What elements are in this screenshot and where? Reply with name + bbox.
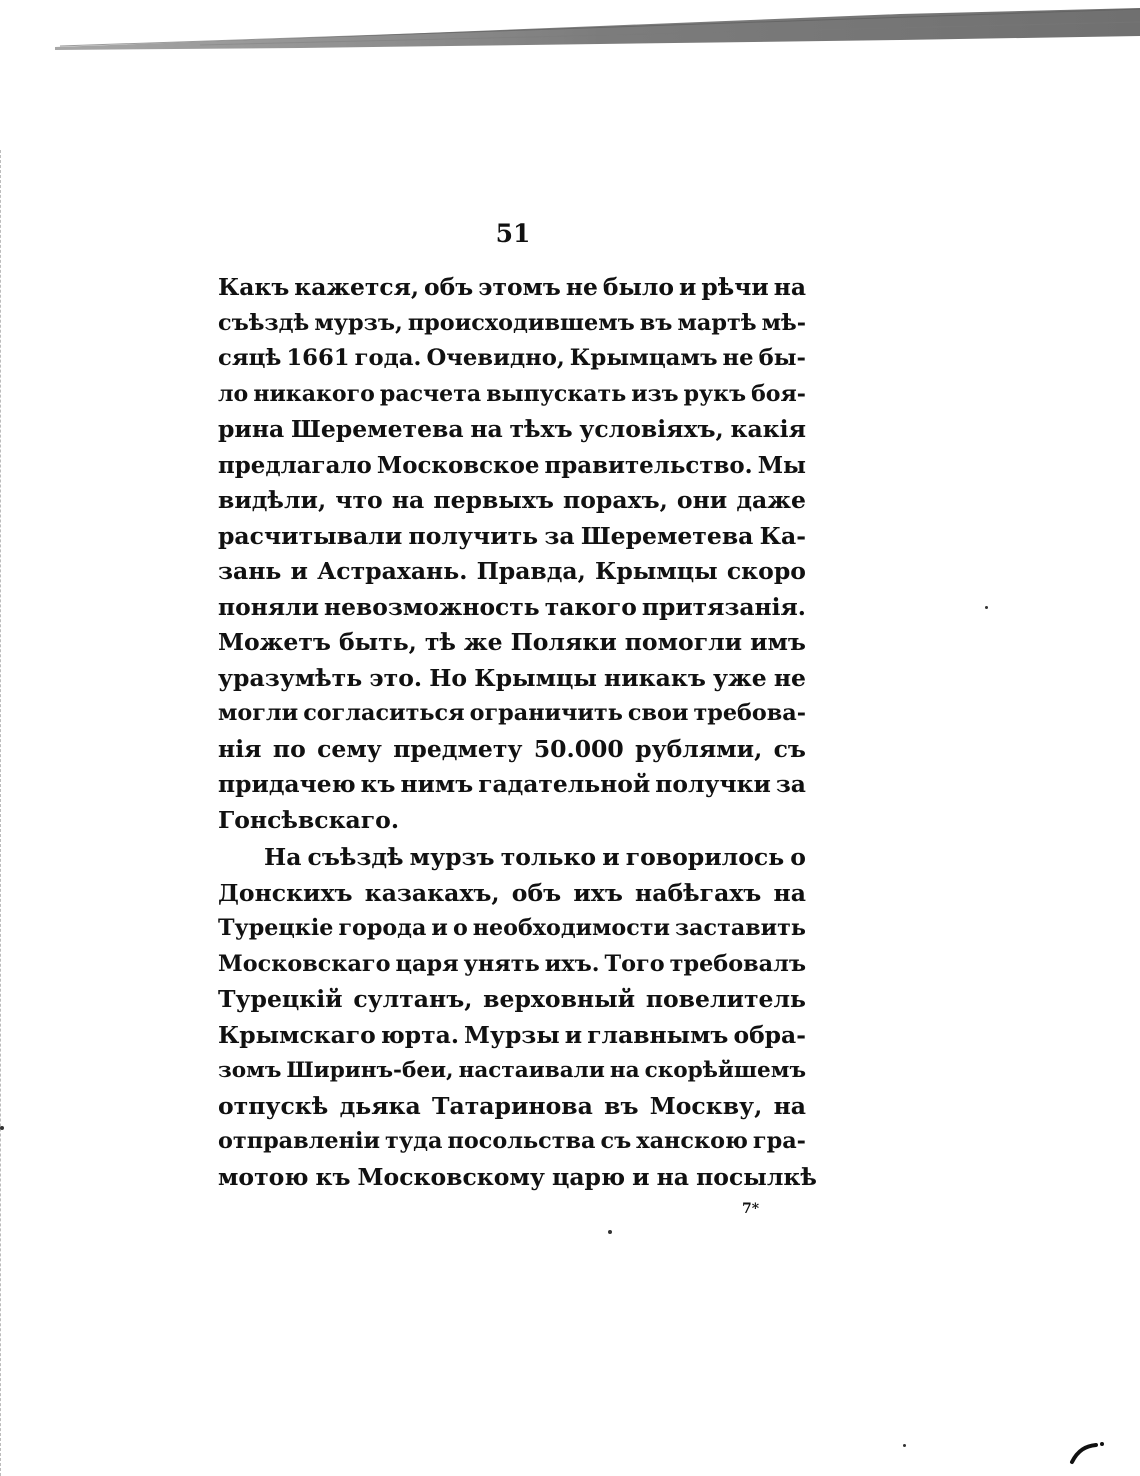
word: ханскою xyxy=(636,1128,748,1154)
text-line xyxy=(218,590,806,626)
text-line xyxy=(218,982,806,1018)
word: имъ xyxy=(750,628,806,656)
word: Крымцы xyxy=(474,663,597,692)
word: Мурзы xyxy=(464,1020,560,1049)
word: требова- xyxy=(693,700,806,726)
word: гра- xyxy=(752,1128,806,1154)
word: ихъ xyxy=(573,878,623,907)
word: правительство. xyxy=(544,451,753,479)
word: бы- xyxy=(758,345,806,371)
word: Поляки xyxy=(510,628,617,656)
scan-left-edge xyxy=(0,150,3,1476)
word: необходимости xyxy=(472,915,670,941)
word: посольства xyxy=(447,1128,596,1154)
word: не xyxy=(565,273,598,301)
word: Можетъ xyxy=(218,628,331,656)
word: быть, xyxy=(338,628,417,656)
word: выпускать xyxy=(486,380,627,407)
scan-speck xyxy=(985,606,988,609)
word: посылкѣ xyxy=(696,1162,817,1191)
word: верховный xyxy=(483,985,636,1013)
word: казакахъ, xyxy=(364,878,500,907)
word: гадательной xyxy=(478,770,651,798)
word: рина xyxy=(218,415,285,443)
word: нимъ xyxy=(400,770,474,798)
word: рукъ xyxy=(683,380,747,407)
word: зань xyxy=(218,557,282,585)
word: Крымцамъ xyxy=(569,345,718,371)
text-line xyxy=(218,1018,806,1054)
word: мурзъ, xyxy=(314,309,403,336)
word: Того xyxy=(604,950,665,977)
word: на xyxy=(609,1058,640,1083)
text-line xyxy=(218,661,806,697)
word: объ xyxy=(511,878,562,907)
word: Московскаго xyxy=(218,950,391,977)
word: какія xyxy=(730,415,806,443)
word: настаивали xyxy=(458,1058,605,1083)
paragraph xyxy=(218,270,806,838)
word: объ xyxy=(424,273,474,301)
word: Очевидно, xyxy=(426,345,565,371)
word: никакого xyxy=(253,380,375,407)
word: Ка- xyxy=(759,521,806,550)
word: получить xyxy=(408,521,539,550)
word: отпускѣ xyxy=(218,1091,329,1120)
scan-speck xyxy=(0,1126,4,1130)
word: мѣ- xyxy=(761,309,806,336)
word: требовалъ xyxy=(669,950,806,977)
word: царю xyxy=(551,1162,626,1191)
text-line xyxy=(218,377,806,413)
word: на xyxy=(470,415,503,443)
word: 50.000 xyxy=(533,734,624,763)
word: помогли xyxy=(624,628,743,656)
word: на xyxy=(773,878,806,907)
word: получки xyxy=(655,770,771,798)
word: мурзъ xyxy=(409,843,495,871)
word: Гонсѣвскаго. xyxy=(218,805,400,834)
word: кажется, xyxy=(294,273,420,301)
word: уже xyxy=(712,663,767,692)
word: набѣгахъ xyxy=(635,878,762,907)
word: съѣздѣ xyxy=(218,309,310,336)
text-line xyxy=(218,306,806,342)
word: Крымцы xyxy=(595,557,718,585)
word: Какъ xyxy=(218,273,290,301)
word: обра- xyxy=(733,1020,806,1049)
word: и xyxy=(290,557,308,585)
word: даже xyxy=(736,486,806,514)
text-line xyxy=(218,1089,806,1125)
text-line xyxy=(218,519,806,555)
text-line xyxy=(218,448,806,484)
word: происходившемъ xyxy=(407,309,635,336)
word: скоро xyxy=(726,557,806,585)
word: они xyxy=(676,486,728,514)
word: унять xyxy=(463,950,540,977)
text-line xyxy=(218,1053,806,1089)
word: Донскихъ xyxy=(218,878,353,907)
word: расчета xyxy=(379,380,482,407)
word: видѣли, xyxy=(218,486,327,514)
word: поняли xyxy=(218,592,319,621)
text-line xyxy=(218,341,806,377)
word: Ширинъ-беи, xyxy=(286,1058,454,1083)
word: заставить xyxy=(675,915,806,941)
word: порахъ, xyxy=(563,486,668,514)
word: изъ xyxy=(631,380,679,407)
text-line xyxy=(218,947,806,983)
word: главнымъ xyxy=(587,1020,729,1049)
word: Астрахань. xyxy=(317,557,468,585)
word: и xyxy=(679,273,697,301)
word: царя xyxy=(395,950,459,977)
word: 1661 xyxy=(286,345,350,371)
scan-speck xyxy=(903,1444,906,1447)
word: нія xyxy=(218,734,262,763)
scan-mark xyxy=(1068,1436,1108,1466)
text-line xyxy=(218,911,806,947)
scan-shadow xyxy=(0,0,1140,70)
word: Мы xyxy=(757,451,806,479)
word: по xyxy=(272,734,306,763)
word: Правда, xyxy=(476,557,586,585)
word: же xyxy=(463,628,503,656)
word: и xyxy=(431,915,448,941)
word: и xyxy=(632,1162,650,1191)
word: сяцѣ xyxy=(218,345,282,371)
text-line xyxy=(218,767,806,803)
word: въ xyxy=(639,309,673,336)
text-line xyxy=(218,732,806,768)
word: было xyxy=(602,273,675,301)
word: не xyxy=(773,663,806,692)
word: мартѣ xyxy=(677,309,757,336)
word: На xyxy=(264,843,302,871)
text-line xyxy=(218,483,806,519)
word: ихъ. xyxy=(544,950,600,977)
word: повелитель xyxy=(645,985,806,1013)
text-line xyxy=(218,554,806,590)
word: Шереметева xyxy=(291,415,464,443)
word: туда xyxy=(385,1128,443,1154)
word: рублями, xyxy=(635,734,763,763)
word: мотою xyxy=(218,1162,309,1191)
text-line xyxy=(218,1124,806,1160)
word: отправленіи xyxy=(218,1128,380,1154)
word: согласиться xyxy=(303,700,465,726)
word: ограничить xyxy=(469,700,623,726)
word: на xyxy=(773,1091,806,1120)
word: Но xyxy=(429,663,468,692)
word: придачею xyxy=(218,770,356,798)
word: съѣздѣ xyxy=(307,843,404,871)
word: юрта. xyxy=(380,1020,459,1049)
word: предмету xyxy=(393,734,523,763)
word: на xyxy=(656,1162,690,1191)
word: свои xyxy=(627,700,689,726)
text-line xyxy=(218,625,806,661)
scan-speck xyxy=(608,1230,612,1234)
text-line xyxy=(218,696,806,732)
text-line xyxy=(218,840,806,876)
text-line xyxy=(218,876,806,912)
word: что xyxy=(335,486,383,514)
word: къ xyxy=(360,770,396,798)
word: съ xyxy=(600,1128,632,1154)
word: Московское xyxy=(376,451,540,479)
paragraph xyxy=(218,840,817,1195)
text-line xyxy=(218,270,806,306)
word: въ xyxy=(604,1091,639,1120)
word: на xyxy=(391,486,425,514)
word: уразумѣть xyxy=(218,663,363,692)
word: о xyxy=(790,843,806,871)
word: боя- xyxy=(751,380,806,407)
word: первыхъ xyxy=(433,486,554,514)
word: и xyxy=(602,843,620,871)
page-number: 51 xyxy=(495,219,531,248)
word: Турецкіе xyxy=(218,915,334,941)
word: и xyxy=(564,1020,583,1049)
word: за xyxy=(544,521,575,550)
word: ло xyxy=(218,380,249,407)
word: невозможность xyxy=(324,592,540,621)
text-line xyxy=(218,803,806,839)
word: на xyxy=(773,273,806,301)
word: за xyxy=(775,770,806,798)
word: Крымскаго xyxy=(218,1020,376,1049)
word: Москву, xyxy=(649,1091,763,1120)
word: Московскому xyxy=(357,1162,545,1191)
word: дьяка xyxy=(339,1091,421,1120)
word: это. xyxy=(369,663,423,692)
word: расчитывали xyxy=(218,521,403,550)
word: предлагало xyxy=(218,451,372,479)
word: только xyxy=(500,843,597,871)
word: тѣ xyxy=(424,628,456,656)
word: съ xyxy=(773,734,806,763)
text-line xyxy=(218,1160,817,1196)
word: Шереметева xyxy=(580,521,754,550)
word: Турецкій xyxy=(218,985,343,1013)
word: о xyxy=(452,915,468,941)
word: условіяхъ, xyxy=(579,415,724,443)
word: скорѣйшемъ xyxy=(644,1058,806,1083)
word: тѣхъ xyxy=(509,415,573,443)
word: сему xyxy=(317,734,382,763)
word: притязанія. xyxy=(641,592,806,621)
word: Татаринова xyxy=(432,1091,593,1120)
text-line xyxy=(218,412,806,448)
word: не xyxy=(722,345,754,371)
word: рѣчи xyxy=(701,273,769,301)
word: этомъ xyxy=(478,273,561,301)
word: зомъ xyxy=(218,1058,282,1083)
body-text xyxy=(218,270,817,1195)
word: года. xyxy=(354,345,422,371)
word: могли xyxy=(218,700,299,726)
word: къ xyxy=(315,1162,351,1191)
word: султанъ, xyxy=(353,985,473,1013)
word: такого xyxy=(544,592,637,621)
word: города xyxy=(338,915,427,941)
word: никакъ xyxy=(604,663,706,692)
word: говорилось xyxy=(625,843,785,871)
signature-mark: 7* xyxy=(742,1201,760,1217)
